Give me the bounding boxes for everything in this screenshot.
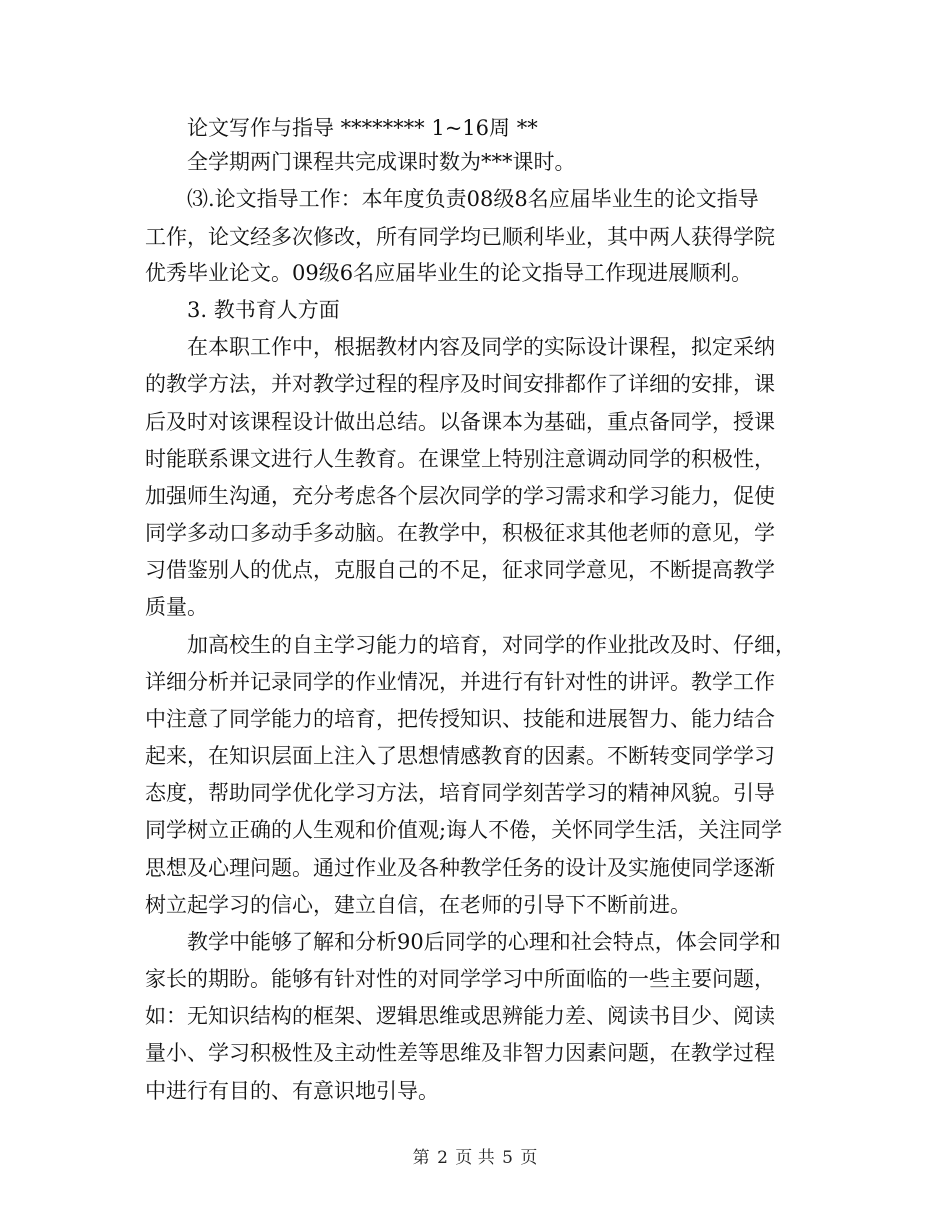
text-line: 起来，在知识层面上注入了思想情感教育的因素。不断转变同学学习 <box>145 744 775 768</box>
page-label-mid: 页 共 <box>455 1148 495 1168</box>
section-heading: 3. 教书育人方面 <box>187 298 340 322</box>
text-line: 中注意了同学能力的培育，把传授知识、技能和进展智力、能力结合 <box>145 707 775 731</box>
text-line: 后及时对该课程设计做出总结。以备课本为基础，重点备同学，授课 <box>145 410 775 434</box>
text-line: 中进行有目的、有意识地引导。 <box>145 1079 439 1103</box>
text-line: 教学中能够了解和分析90后同学的心理和社会特点，体会同学和 <box>187 930 781 954</box>
total-pages-number: 5 <box>502 1148 513 1168</box>
text-line: 优秀毕业论文。09级6名应届毕业生的论文指导工作现进展顺利。 <box>145 261 753 285</box>
text-line: 在本职工作中，根据教材内容及同学的实际设计课程，拟定采纳 <box>187 335 775 359</box>
text-line: 树立起学习的信心，建立自信，在老师的引导下不断前进。 <box>145 893 691 917</box>
page-label-prefix: 第 <box>412 1148 430 1168</box>
text-line: 家长的期盼。能够有针对性的对同学学习中所面临的一些主要问题， <box>145 967 775 991</box>
page-footer <box>0 1147 950 1169</box>
text-line: 加强师生沟通，充分考虑各个层次同学的学习需求和学习能力，促使 <box>145 484 775 508</box>
text-line: 的教学方法，并对教学过程的程序及时间安排都作了详细的安排，课 <box>145 372 775 396</box>
text-line: 工作，论文经多次修改，所有同学均已顺利毕业，其中两人获得学院 <box>145 225 775 249</box>
text-line: 思想及心理问题。通过作业及各种教学任务的设计及实施使同学逐渐 <box>145 856 775 880</box>
text-line: 习借鉴别人的优点，克服自己的不足，征求同学意见，不断提高教学 <box>145 558 775 582</box>
text-line: 同学树立正确的人生观和价值观;诲人不倦，关怀同学生活，关注同学 <box>145 818 783 842</box>
text-line: 同学多动口多动手多动脑。在教学中，积极征求其他老师的意见，学 <box>145 521 775 545</box>
text-line: 量小、学习积极性及主动性差等思维及非智力因素问题，在教学过程 <box>145 1041 775 1065</box>
text-line: 时能联系课文进行人生教育。在课堂上特别注意调动同学的积极性， <box>145 447 775 471</box>
text-line: 全学期两门课程共完成课时数为***课时。 <box>187 150 576 174</box>
text-line: 论文写作与指导 ******** 1~16周 ** <box>187 116 538 140</box>
text-line: 如：无知识结构的框架、逻辑思维或思辨能力差、阅读书目少、阅读 <box>145 1004 775 1028</box>
page-label-suffix: 页 <box>520 1148 538 1168</box>
text-line: 态度，帮助同学优化学习方法，培育同学刻苦学习的精神风貌。引导 <box>145 781 775 805</box>
text-line: 详细分析并记录同学的作业情况，并进行有针对性的讲评。教学工作 <box>145 670 775 694</box>
text-line: ⑶.论文指导工作：本年度负责08级8名应届毕业生的论文指导 <box>187 187 759 211</box>
text-line: 质量。 <box>145 595 208 619</box>
text-line: 加高校生的自主学习能力的培育，对同学的作业批改及时、仔细， <box>187 633 796 657</box>
current-page-number: 2 <box>437 1148 448 1168</box>
